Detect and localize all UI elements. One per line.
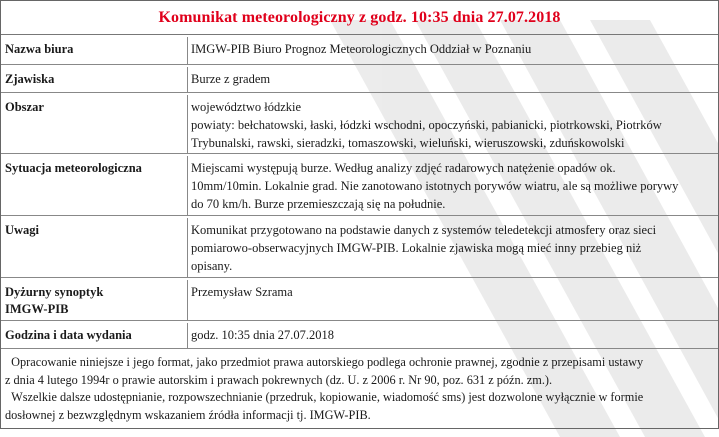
remarks-label-text: Uwagi — [5, 223, 40, 237]
phenomena-label — [1, 67, 188, 92]
value-line: 10mm/10min. Lokalnie grad. Nie zanotowano istotnych porywów wiatru, ale są możliwe porywy — [191, 179, 679, 193]
bulletin-title: Komunikat meteorologiczny z godz. 10:35 dnia 27.07.2018 — [158, 8, 561, 26]
office-name-label — [1, 37, 188, 64]
area-label-text: Obszar — [5, 100, 44, 114]
copyright-line — [5, 389, 712, 407]
value-line: Przemysław Szrama — [191, 285, 293, 299]
copyright-text: z dnia 4 lutego 1994r o prawie autorskim i prawach pokrewnych (dz. U. z 2006 r. Nr 90, poz. 631 z późn. zm.). — [5, 372, 553, 387]
copyright-line — [5, 372, 712, 390]
duty-forecaster-label-line: IMGW-PIB — [5, 302, 69, 316]
value-line: IMGW-PIB Biuro Prognoz Meteorologicznych Oddział w Poznaniu — [191, 42, 532, 56]
remarks-label — [1, 218, 188, 277]
copyright-text: Wszelkie dalsze udostępnianie, rozpowszechnianie (przedruk, kopiowanie, wiadomość sms) jest dozwolone wyłącznie w formie — [11, 390, 644, 404]
row-meteorological-situation — [1, 156, 718, 216]
issue-time-label — [1, 323, 188, 348]
situation-label-text: Sytuacja meteorologiczna — [5, 161, 142, 175]
value-line: województwo łódzkie — [191, 100, 302, 114]
duty-forecaster-label-line: Dyżurny synoptyk — [5, 285, 104, 299]
value-line: do 70 km/h. Burze przemieszczają się na południe. — [191, 197, 446, 211]
row-area — [1, 95, 718, 154]
value-line: opisany. — [191, 259, 233, 273]
office-name-value — [188, 37, 718, 64]
issue-time-value — [188, 323, 718, 348]
row-phenomena — [1, 67, 718, 93]
issue-time-label-text: Godzina i data wydania — [5, 328, 132, 342]
value-line: pomiarowo-obserwacyjnych IMGW-PIB. Lokalnie zjawiska mogą mieć inny przebieg niż — [191, 241, 642, 255]
copyright-notice — [1, 349, 718, 428]
duty-forecaster-value — [188, 280, 718, 320]
copyright-text: Opracowanie niniejsze i jego format, jako przedmiot prawa autorskiego podlega ochronie prawnej, zgodnie z przepisami ustawy — [11, 355, 644, 369]
row-office-name — [1, 37, 718, 65]
row-issue-time — [1, 323, 718, 349]
situation-value — [188, 156, 718, 215]
copyright-line — [5, 407, 712, 425]
copyright-text: dosłownej z bezwzględnym wskazaniem źródła informacji tj. IMGW-PIB. — [5, 407, 371, 422]
remarks-value — [188, 218, 718, 277]
copyright-line — [5, 354, 712, 372]
value-line: Trybunalski, rawski, sieradzki, tomaszowski, wieluński, wieruszowski, zduńskowolski — [191, 136, 625, 150]
phenomena-label-text: Zjawiska — [5, 72, 55, 86]
value-line: Burze z gradem — [191, 72, 271, 86]
area-label — [1, 95, 188, 153]
bulletin-header — [1, 1, 718, 35]
value-line: powiaty: bełchatowski, łaski, łódzki wschodni, opoczyński, pabianicki, piotrkowski, Piotrków — [191, 118, 662, 132]
phenomena-value — [188, 67, 718, 92]
situation-label — [1, 156, 188, 215]
row-remarks — [1, 218, 718, 278]
area-value — [188, 95, 718, 153]
office-name-label-text: Nazwa biura — [5, 42, 74, 56]
value-line: godz. 10:35 dnia 27.07.2018 — [191, 328, 335, 342]
duty-forecaster-label — [1, 280, 188, 320]
value-line: Miejscami występują burze. Według analizy zdjęć radarowych natężenie opadów ok. — [191, 161, 616, 175]
value-line: Komunikat przygotowano na podstawie danych z systemów teledetekcji atmosfery oraz sieci — [191, 223, 657, 237]
row-duty-forecaster — [1, 280, 718, 321]
